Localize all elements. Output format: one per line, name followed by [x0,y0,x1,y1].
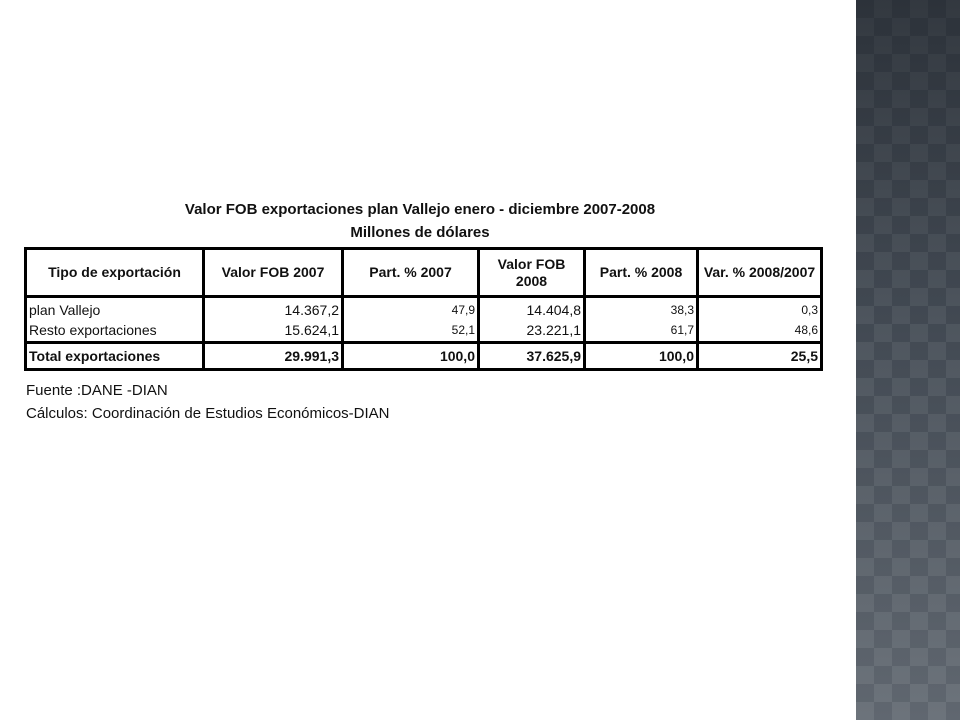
header-fob-2008 [479,249,585,297]
cell-total-tipo: Total exportaciones [26,343,204,370]
calculations-note: Cálculos: Coordinación de Estudios Económicos-DIAN [26,405,390,422]
cell-part-2007: 47,9 [343,297,479,320]
cell-tipo: plan Vallejo [26,297,204,320]
table-title: Valor FOB exportaciones plan Vallejo enero - diciembre 2007-2008 [184,201,656,218]
cell-tipo: Resto exportaciones [26,320,204,343]
cell-total-part-2008: 100,0 [585,343,698,370]
cell-total-part-2007: 100,0 [343,343,479,370]
source-note: Fuente :DANE -DIAN [26,382,168,399]
cell-var: 48,6 [698,320,822,343]
table-header-row [26,249,822,297]
table-row [26,297,822,320]
cell-fob-2008: 23.221,1 [479,320,585,343]
header-var: Var. % 2008/2007 [698,249,822,297]
table-subtitle: Millones de dólares [350,224,490,241]
cell-part-2008: 61,7 [585,320,698,343]
cell-fob-2007: 14.367,2 [204,297,343,320]
cell-total-fob-2008: 37.625,9 [479,343,585,370]
cell-total-fob-2007: 29.991,3 [204,343,343,370]
cell-fob-2008: 14.404,8 [479,297,585,320]
exports-table [24,247,823,371]
header-fob-2008-line2: 2008 [515,272,548,289]
cell-var: 0,3 [698,297,822,320]
header-fob-2008-line1: Valor FOB [497,255,566,272]
table-row [26,320,822,343]
cell-part-2008: 38,3 [585,297,698,320]
header-part-2007: Part. % 2007 [343,249,479,297]
cell-part-2007: 52,1 [343,320,479,343]
table-total-row [26,343,822,370]
decorative-side-panel [856,0,960,720]
cell-fob-2007: 15.624,1 [204,320,343,343]
header-tipo: Tipo de exportación [26,249,204,297]
header-part-2008: Part. % 2008 [585,249,698,297]
header-fob-2007: Valor FOB 2007 [204,249,343,297]
cell-total-var: 25,5 [698,343,822,370]
